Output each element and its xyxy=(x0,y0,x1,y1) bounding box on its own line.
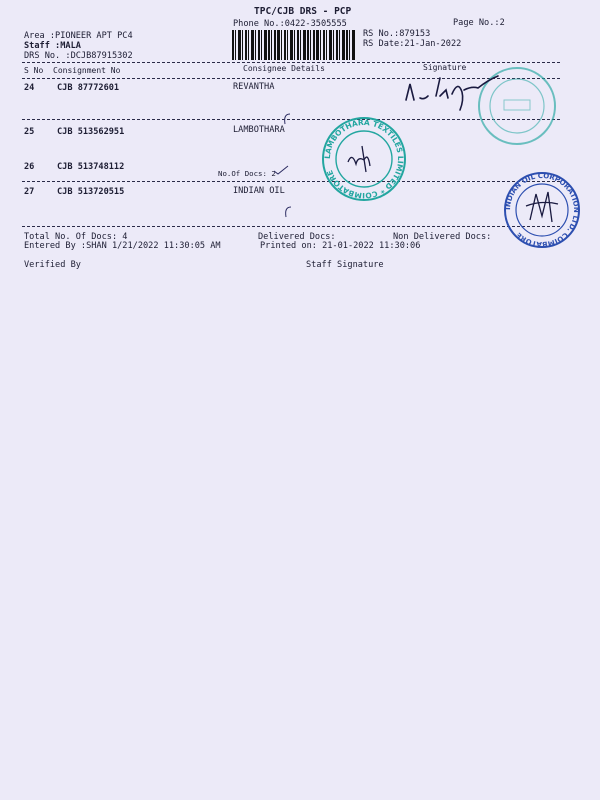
lambothara-stamp xyxy=(318,116,410,202)
row-consignment: CJB 513720515 xyxy=(57,187,125,197)
indian-oil-stamp xyxy=(502,170,582,250)
rs-number: RS No.:879153 xyxy=(363,29,431,39)
row-divider xyxy=(22,226,560,227)
check-mark xyxy=(273,164,289,176)
area-label: Area :PIONEER APT PC4 xyxy=(24,31,133,41)
col-signature: Signature xyxy=(423,63,467,72)
drs-number: DRS No. :DCJB87915302 xyxy=(24,51,133,61)
staff-label: Staff :MALA xyxy=(24,41,81,51)
handwritten-signature xyxy=(402,70,512,114)
entered-by: Entered By :SHAN 1/21/2022 11:30:05 AM xyxy=(24,241,221,251)
row-sno: 27 xyxy=(24,187,35,197)
row-sno: 24 xyxy=(24,83,35,93)
row-sno: 25 xyxy=(24,127,35,137)
row-divider xyxy=(22,181,560,182)
row-consignment: CJB 513562951 xyxy=(57,127,125,137)
row-consignment: CJB 513748112 xyxy=(57,162,125,172)
delivered-docs: Delivered Docs: xyxy=(258,232,336,242)
total-docs: Total No. Of Docs: 4 xyxy=(24,232,128,242)
tick-mark xyxy=(282,205,294,219)
rs-date: RS Date:21-Jan-2022 xyxy=(363,39,462,49)
col-consignee: Consignee Details xyxy=(243,64,325,73)
printed-on: Printed on: 21-01-2022 11:30:06 xyxy=(260,241,421,251)
row-sno: 26 xyxy=(24,162,35,172)
tick-mark xyxy=(281,112,293,126)
document-title: TPC/CJB DRS - PCP xyxy=(254,6,352,17)
non-delivered-docs: Non Delivered Docs: xyxy=(393,232,492,242)
row-consignment: CJB 87772601 xyxy=(57,83,120,93)
row-consignee: REVANTHA xyxy=(233,82,275,92)
header-divider-top xyxy=(22,62,560,63)
stamp-text: LAMBOTHARA TEXTILES LIMITED * COIMBATORE xyxy=(322,117,406,201)
page-number: Page No.:2 xyxy=(453,18,505,28)
col-consignment: Consignment No xyxy=(53,66,121,75)
row-consignee: INDIAN OIL xyxy=(233,186,285,196)
phone-number: Phone No.:0422-3505555 xyxy=(233,19,347,29)
barcode xyxy=(232,30,356,60)
no-of-docs-note: No.Of Docs: 2 xyxy=(218,169,276,178)
stamp-text: INDIAN OIL CORPORATION LTD. COIMBATORE xyxy=(503,171,581,249)
verified-by: Verified By xyxy=(24,260,81,270)
svg-text:INDIAN OIL CORPORATION LTD. CO xyxy=(504,172,580,248)
col-sno: S No xyxy=(24,66,44,75)
row-consignee: LAMBOTHARA xyxy=(233,125,285,135)
staff-signature: Staff Signature xyxy=(306,260,384,270)
